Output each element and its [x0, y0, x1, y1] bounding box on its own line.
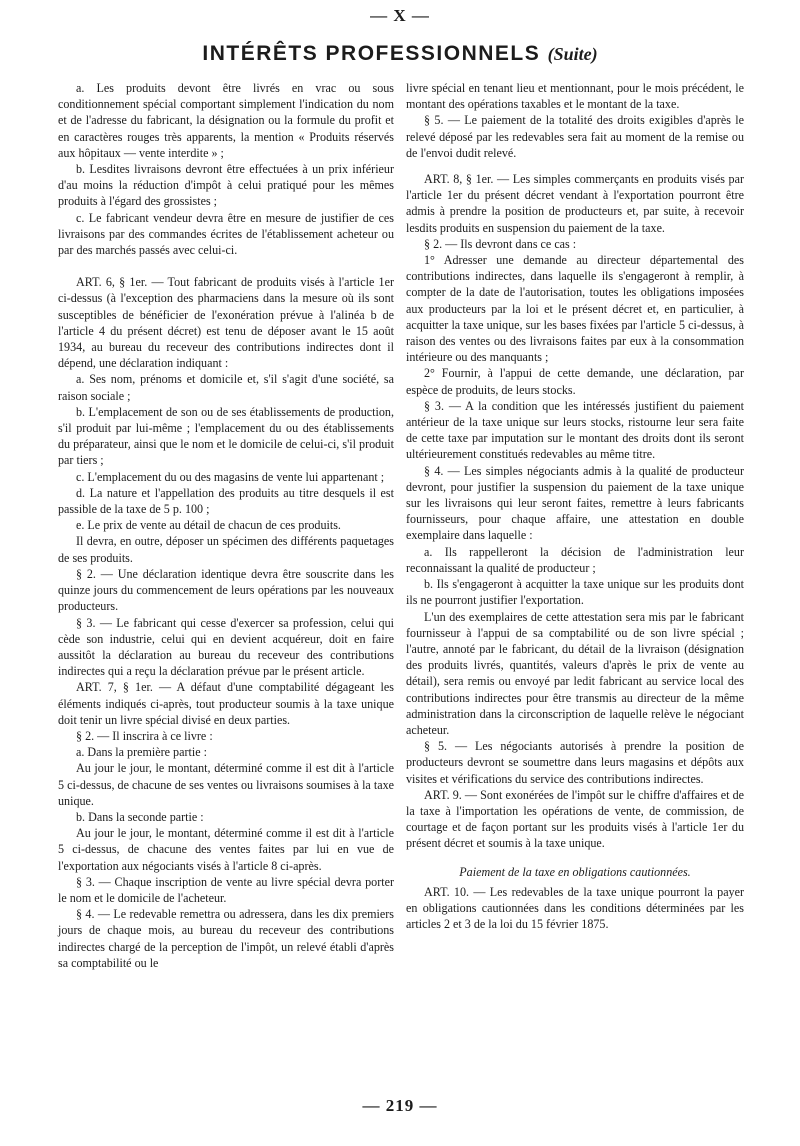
paragraph: ART. 10. — Les redevables de la taxe unique pourront la payer en obligations cautionnées dans les conditions déterminées par les articles 2 et 3 de la loi du 15 février 1875. [406, 884, 744, 932]
paragraph: § 4. — Le redevable remettra ou adressera, dans les dix premiers jours de chaque mois, au bureau du receveur des contributions indirectes chargé de la perception de l'impôt, un relevé établi d'après sa comptabilité ou le [58, 907, 394, 970]
paragraph: Au jour le jour, le montant, déterminé comme il est dit à l'article 5 ci-dessus, de chacune des ventes faites par lui en vue de l'exportation aux négociants visés à l'article 8 ci-après. [58, 826, 394, 873]
paragraph: ART. 7, § 1er. — A défaut d'une comptabilité dégageant les éléments indiqués ci-après, tout producteur soumis à la taxe unique doit tenir un livre spécial divisé en deux parties. [58, 680, 394, 727]
paragraph: § 2. — Il inscrira à ce livre : [76, 728, 213, 743]
paragraph: b. Lesdites livraisons devront être effectuées à un prix inférieur d'au moins la réduction d'impôt à celui pratiqué pour les mêmes produits à l'égard des grossistes ; [58, 162, 394, 209]
paragraph: a. Ses nom, prénoms et domicile et, s'il s'agit d'une société, sa raison sociale ; [58, 372, 394, 403]
paragraph: livre spécial en tenant lieu et mentionnant, pour le mois précédent, le montant des opérations taxables et le montant de la taxe. [406, 81, 744, 112]
subsection-heading: Paiement de la taxe en obligations cautionnées. [459, 864, 691, 879]
roman-page-number: — X — [370, 6, 430, 25]
paragraph: b. L'emplacement de son ou de ses établissements de production, s'il produit par lui-même ; l'emplacement du ou des établissements du préparateur, ainsi que le nom et le domicile de celui-ci, s'il produit par tiers ; [58, 404, 394, 468]
section-title [0, 42, 800, 66]
paragraph: § 3. — Le fabricant qui cesse d'exercer sa profession, celui qui cède son industrie, celui qui en devient acquéreur, doit en faire aussitôt la déclaration au bureau du receveur des contributions indirectes qui a reçu la déclaration prévue par le présent article. [58, 615, 394, 679]
paragraph: ART. 6, § 1er. — Tout fabricant de produits visés à l'article 1er ci-dessus (à l'exception des pharmaciens dans la mesure où ils sont susceptibles de bénéficier de l'exonération prévue à l'alinéa b de l'article 4 du présent décret) est tenu de déposer avant le 15 août 1934, au bureau du receveur des contributions indirectes dont il dépend, une déclaration indiquant : [58, 275, 394, 371]
paragraph: § 2. — Une déclaration identique devra être souscrite dans les quinze jours du commencement de leurs opérations par les nouveaux producteurs. [58, 566, 394, 614]
paragraph: a. Les produits devont être livrés en vrac ou sous conditionnement spécial comportant simplement l'indication du nom et de l'adresse du fabricant, la désignation ou la formule du profit et en caractères rouges très apparents, la mention « Produits réservés aux hôpitaux — vente interdite » ; [58, 81, 394, 160]
title-suite: (Suite) [547, 44, 598, 64]
paragraph: a. Ils rappelleront la décision de l'administration leur reconnaissant la qualité de producteur ; [406, 544, 744, 575]
paragraph: L'un des exemplaires de cette attestation sera mis par le fabricant fournisseur à l'appui de sa comptabilité ou de son livre spécial ; l'autre, annoté par le fabricant, du détail de la livraison (désignation des produits livrés, quantités, valeurs d'après le prix de vente au détail), sera remis ou envoyé par ledit fabricant au service local des contributions indirectes pour être transmis au directeur de la même administration dans la circonscription de laquelle relève le négociant acheteur. [406, 609, 744, 737]
page-number: — 219 — [362, 1096, 438, 1115]
paragraph: § 3. — A la condition que les intéressés justifient du paiement antérieur de la taxe unique sur leurs stocks, ristourne leur sera faite de cette taxe par imputation sur le montant des droits dont ils seront ultérieurement constitués redevables au même titre. [406, 398, 744, 462]
paragraph: § 3. — Chaque inscription de vente au livre spécial devra porter le nom et le domicile de l'acheteur. [58, 874, 394, 905]
title-text: INTÉRÊTS PROFESSIONNELS [202, 42, 541, 65]
paragraph: 1° Adresser une demande au directeur départemental des contributions indirectes, dans laquelle ils s'engageront à remplir, à compter de la date de l'autorisation, toutes les obligations imposées aux producteurs par la loi et le présent décret et, en particulier, à acquitter la taxe unique, sur les bases fixées par l'article 5 ci-dessus, à raison des ventes ou des livraisons faites par eux à la consommation intérieure ou des manquants ; [406, 253, 744, 365]
paragraph: § 5. — Les négociants autorisés à prendre la position de producteurs devront se soumettre dans leurs magasins et dépôts aux visites et vérifications du service des contributions indirectes. [406, 739, 744, 786]
paragraph: d. La nature et l'appellation des produits au titre desquels il est passible de la taxe de 5 p. 100 ; [58, 485, 394, 517]
paragraph: c. L'emplacement du ou des magasins de vente lui appartenant ; [76, 469, 385, 484]
paragraph: a. Dans la première partie : [76, 745, 207, 760]
paragraph: e. Le prix de vente au détail de chacun de ces produits. [76, 518, 341, 533]
paragraph: § 4. — Les simples négociants admis à la qualité de producteur devront, pour justifier la suspension du paiement de la taxe unique sur les livraisons qui leur seront faites, remettre à leurs fabricants fournisseurs, pour chaque affaire, une attestation en double exemplaire dans laquelle : [406, 463, 744, 543]
paragraph: Il devra, en outre, déposer un spécimen des différents paquetages de ses produits. [58, 534, 394, 565]
left-column [58, 80, 394, 971]
paragraph: § 5. — Le paiement de la totalité des droits exigibles d'après le relevé déposé par les redevables sera fait au moment de la remise ou de l'envoi dudit relevé. [406, 113, 744, 160]
right-column [406, 80, 744, 932]
paragraph: ART. 9. — Sont exonérées de l'impôt sur le chiffre d'affaires et de la taxe à l'importation les opérations de vente, de commission, de courtage et de façon portant sur les produits visés à l'article 1er du présent décret et soumis à la taxe unique. [406, 787, 744, 851]
paragraph: 2° Fournir, à l'appui de cette demande, une déclaration, par espèce de produits, de leurs stocks. [406, 366, 744, 397]
paragraph: Au jour le jour, le montant, déterminé comme il est dit à l'article 5 ci-dessus, de chacune de ses ventes ou livraisons soumises à la taxe unique. [58, 761, 394, 808]
paragraph: b. Ils s'engageront à acquitter la taxe unique sur les produits dont ils ne pourront justifier l'exportation. [406, 577, 744, 608]
paragraph: c. Le fabricant vendeur devra être en mesure de justifier de ces livraisons par des commandes écrites de l'établissement acheteur ou par des marchés passés avec celui-ci. [58, 210, 394, 258]
paragraph: ART. 8, § 1er. — Les simples commerçants en produits visés par l'article 1er du présent décret vendant à l'exportation pourront être admis à prendre la position de producteurs et, par suite, à recevoir lesdits produits en suspension du paiement de la taxe. [406, 172, 744, 235]
paragraph: b. Dans la seconde partie : [76, 809, 204, 824]
paragraph: § 2. — Ils devront dans ce cas : [424, 236, 577, 251]
